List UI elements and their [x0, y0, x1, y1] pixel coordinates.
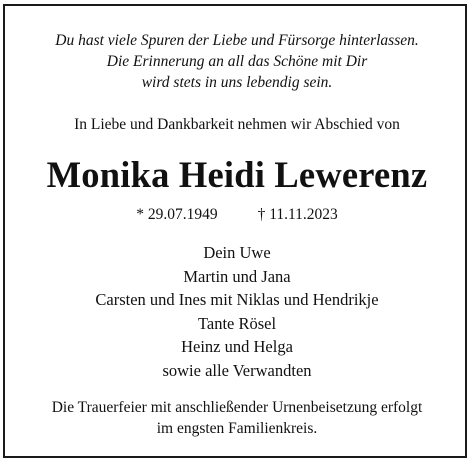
mourner-line: Carsten und Ines mit Niklas und Hendrikje [95, 290, 379, 309]
birth-date: * 29.07.1949 [136, 206, 218, 223]
notice-line: im engsten Familienkreis. [156, 420, 318, 437]
notice-line: Die Trauerfeier mit anschließender Urnenbeisetzung erfolgt [51, 399, 423, 416]
funeral-notice [0, 397, 474, 439]
mourner-line: sowie alle Verwandten [162, 360, 312, 380]
mourner-line: Tante Rösel [197, 313, 277, 333]
poem-line: Die Erinnerung an all das Schöne mit Dir [106, 53, 368, 70]
mourner-line: Martin und Jana [183, 266, 291, 286]
life-dates [0, 205, 474, 225]
poem-line: wird stets in uns lebendig sein. [141, 74, 333, 91]
farewell-intro: In Liebe und Dankbarkeit nehmen wir Abschied von [74, 116, 400, 133]
deceased-name: Monika Heidi Lewerenz [46, 154, 428, 195]
mourner-line: Dein Uwe [203, 243, 271, 262]
mourner-line: Heinz und Helga [181, 337, 293, 356]
poem-line: Du hast viele Spuren der Liebe und Fürsorge hinterlassen. [55, 32, 419, 49]
memorial-poem [0, 30, 474, 93]
death-date: † 11.11.2023 [257, 206, 338, 223]
mourners-list [0, 241, 474, 382]
